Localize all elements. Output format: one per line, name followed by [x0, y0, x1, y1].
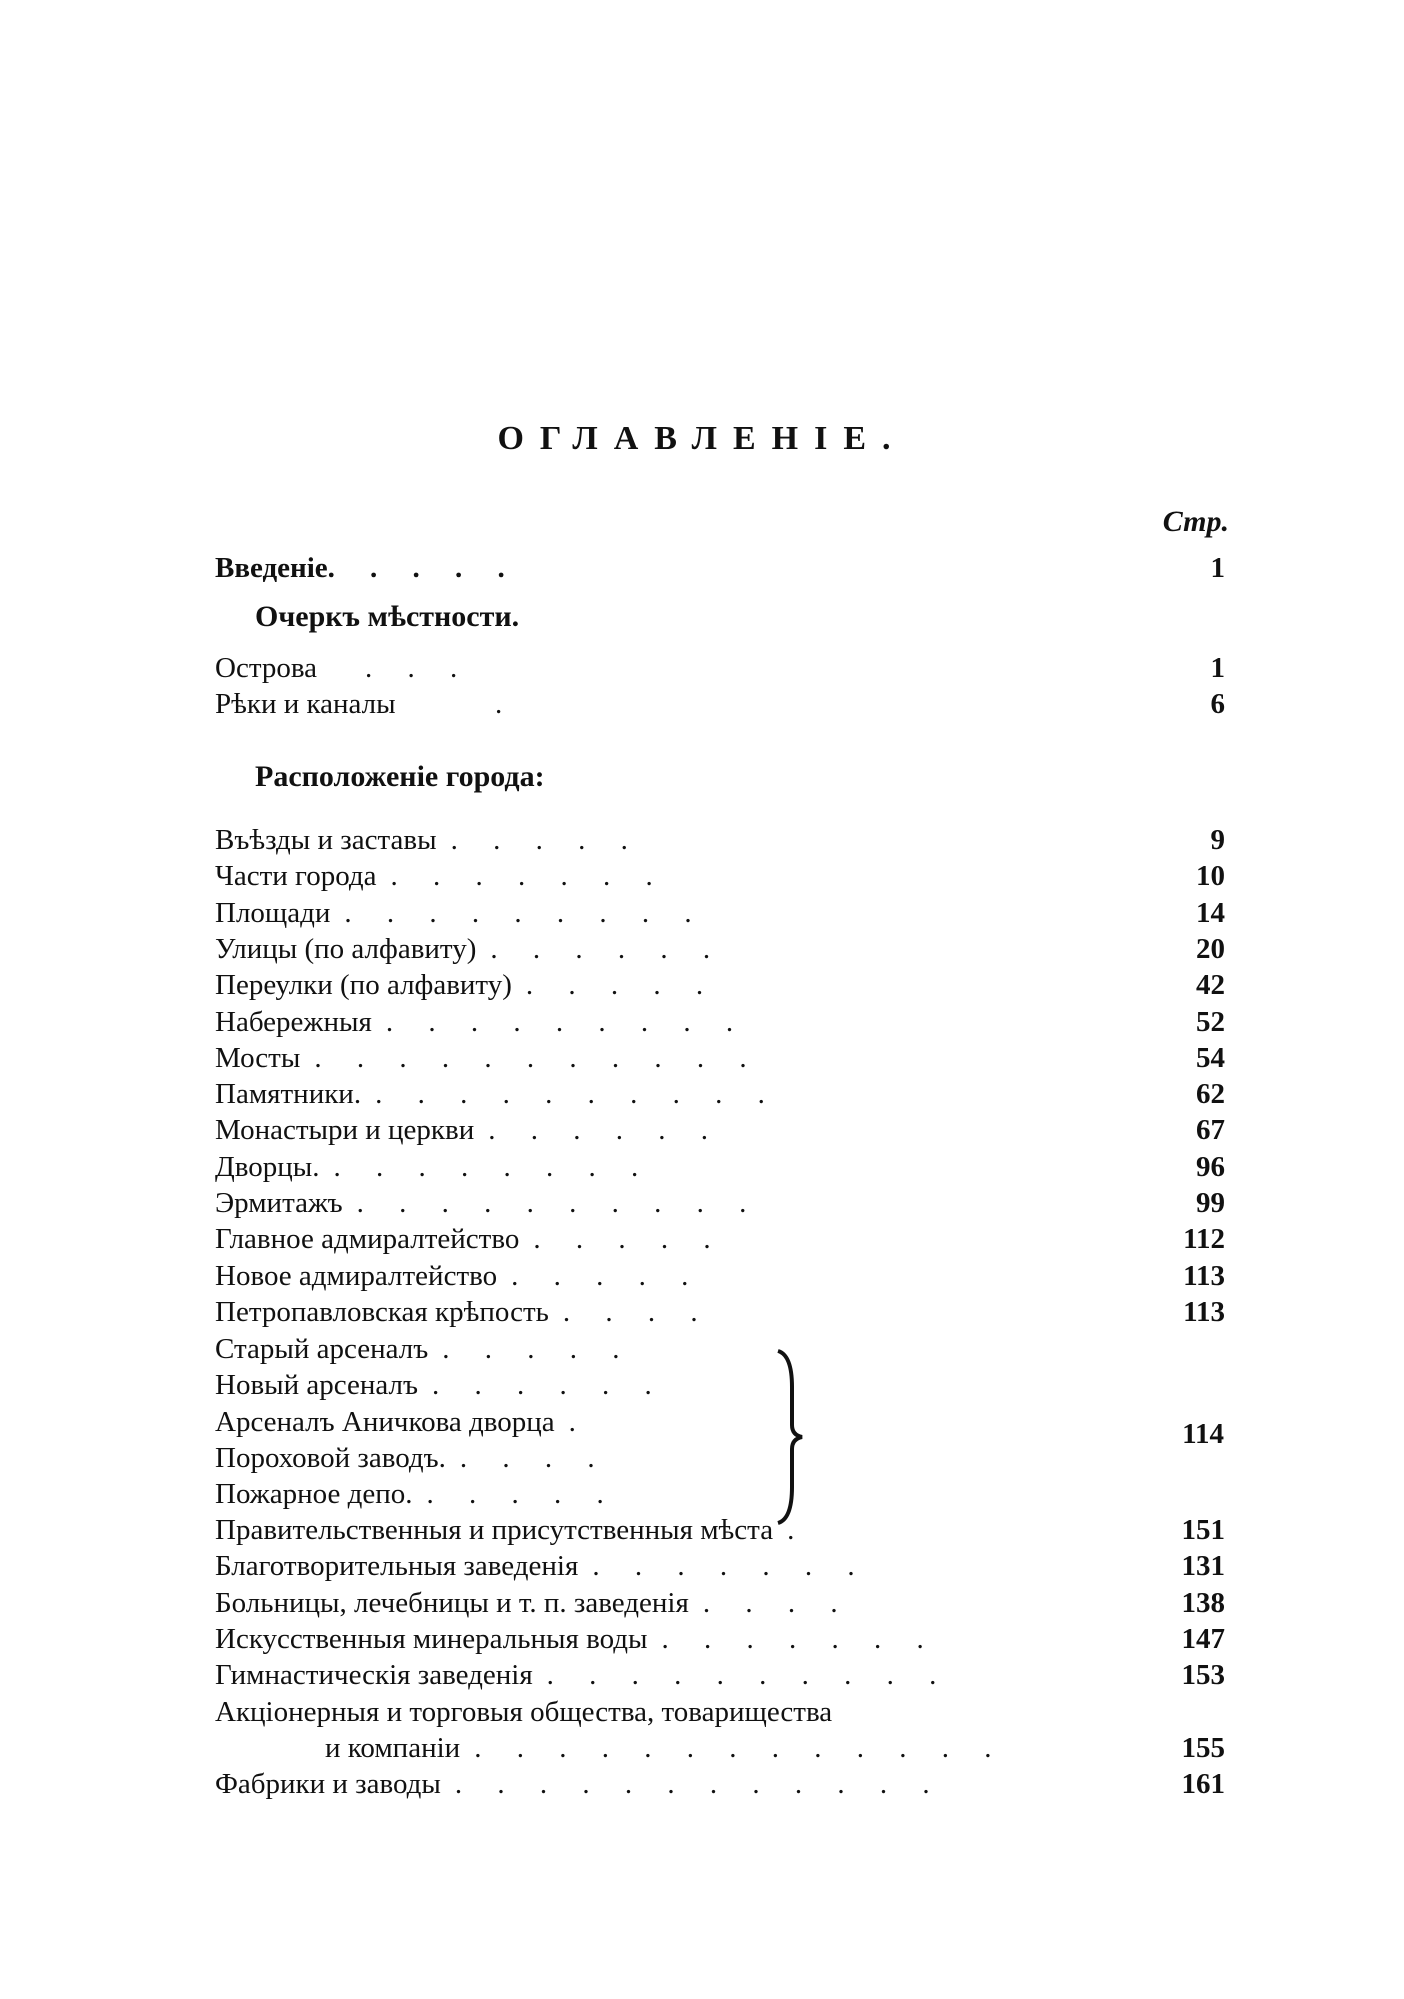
entry-label: Старый арсеналъ	[215, 1333, 429, 1365]
entry-page: 9	[1210, 824, 1225, 856]
leader-dots: . . . . .	[533, 1223, 725, 1256]
entry-label: Части города	[215, 860, 377, 893]
entry-label: Пороховой заводъ.	[215, 1441, 446, 1474]
leader-dots: . . . . .	[450, 824, 642, 856]
toc-entry	[215, 686, 1225, 722]
toc-entry	[215, 1221, 1225, 1257]
leader-dots: . . . . . .	[431, 1369, 666, 1402]
entry-label: Благотворительныя заведенія	[215, 1550, 579, 1583]
entry-label: Набережныя	[215, 1005, 372, 1038]
entry-page: 62	[1196, 1078, 1225, 1111]
toc-entry	[215, 858, 1225, 894]
page-column-label: Стр.	[1162, 505, 1229, 538]
toc-entry	[215, 895, 1225, 931]
toc-entry	[215, 1185, 1225, 1221]
entry-page: 96	[1196, 1150, 1225, 1183]
toc-entry	[215, 1621, 1225, 1657]
leader-dots: . . . . . . . . . .	[356, 1187, 761, 1219]
leader-dots: . . . . .	[511, 1259, 703, 1292]
entry-page: 155	[1181, 1731, 1225, 1764]
entry-page: 147	[1181, 1622, 1225, 1655]
toc-entry	[215, 1076, 1225, 1112]
entry-page: 1	[1210, 552, 1225, 584]
entry-page: 20	[1196, 932, 1225, 965]
entry-label: Гимнастическія заведенія	[215, 1659, 533, 1692]
leader-dots: . . . . . .	[488, 1114, 722, 1147]
toc-entry	[215, 967, 1225, 1003]
entry-label: Переулки (по алфавиту)	[215, 969, 512, 1002]
entry-label: и компаніи	[325, 1731, 461, 1764]
leader-dots: . . . .	[702, 1586, 852, 1619]
entry-page: 151	[1181, 1514, 1225, 1546]
leader-dots: . . . . . . .	[390, 860, 667, 893]
entry-label: Акціонерныя и торговыя общества, товарищества	[215, 1695, 833, 1728]
leader-dots: . . .	[365, 652, 472, 684]
leader-dots: . . . . . . . . . . . . .	[474, 1731, 1006, 1764]
toc-entry	[215, 931, 1225, 967]
leader-dots: . . . .	[459, 1441, 609, 1474]
toc-entry	[215, 1004, 1225, 1040]
leader-dots: . . . . . . .	[661, 1622, 938, 1655]
leader-dots: . . . .	[562, 1295, 712, 1328]
entry-page: 112	[1183, 1223, 1225, 1256]
entry-page: 1	[1210, 652, 1225, 684]
leader-dots: .	[787, 1514, 809, 1546]
entry-label: Площади	[215, 896, 331, 929]
toc-entry	[215, 1258, 1225, 1294]
entry-page: 6	[1210, 688, 1225, 720]
entry-page: 131	[1181, 1550, 1225, 1583]
entry-label: Острова	[215, 652, 318, 684]
entry-label: Улицы (по алфавиту)	[215, 932, 477, 965]
entry-label: Введеніе.	[215, 552, 335, 584]
entry-label: Петропавловская крѣпость	[215, 1295, 549, 1328]
toc-entry	[215, 1331, 1225, 1367]
toc-entry	[215, 1404, 1225, 1440]
leader-dots: . . . . . . . . . .	[546, 1659, 951, 1692]
leader-dots: . . . . .	[426, 1478, 618, 1511]
entry-label: Правительственныя и присутственныя мѣста	[215, 1514, 774, 1546]
toc-entry	[215, 1440, 1225, 1476]
leader-dots: . . . . . . . . . . .	[314, 1041, 761, 1074]
toc-entry	[215, 1657, 1225, 1693]
entry-page: 52	[1196, 1005, 1225, 1038]
leader-dots: . . . . . . . . . . . .	[454, 1768, 944, 1801]
leader-dots: .	[568, 1405, 590, 1438]
entry-label: Дворцы.	[215, 1150, 320, 1183]
leader-dots: . . . . . . . . . .	[375, 1078, 779, 1111]
entry-label: Мосты	[215, 1041, 301, 1074]
toc-entry	[215, 1040, 1225, 1076]
entry-page: 67	[1196, 1114, 1225, 1147]
entry-page: 42	[1196, 969, 1225, 1002]
entry-label: Искусственныя минеральныя воды	[215, 1622, 648, 1655]
entry-page: 14	[1196, 896, 1225, 929]
toc-entry	[215, 1512, 1225, 1548]
leader-dots: . . . . . . . . .	[344, 896, 706, 929]
toc-entry	[215, 1112, 1225, 1148]
toc-entry	[215, 1149, 1225, 1185]
entry-label: Новое адмиралтейство	[215, 1259, 498, 1292]
entry-label: Больницы, лечебницы и т. п. заведенія	[215, 1586, 689, 1619]
toc-entry	[215, 1476, 1225, 1512]
toc-entry	[215, 1367, 1225, 1403]
entry-label: Фабрики и заводы	[215, 1768, 441, 1801]
entry-label: Монастыри и церкви	[215, 1114, 475, 1147]
entry-page: 99	[1196, 1187, 1225, 1219]
section-heading: Расположеніе города:	[255, 760, 545, 793]
leader-dots: . . . .	[370, 552, 519, 584]
entry-label: Новый арсеналъ	[215, 1369, 418, 1402]
toc-entry	[215, 822, 1225, 858]
entry-label: Памятники.	[215, 1078, 362, 1111]
entry-page: 54	[1196, 1041, 1225, 1074]
toc-entry	[215, 1694, 1225, 1730]
toc-entry	[215, 1548, 1225, 1584]
entry-label: Рѣки и каналы	[215, 688, 396, 720]
leader-dots: . . . . . .	[490, 932, 725, 965]
leader-dots: . . . . . . . .	[333, 1150, 653, 1183]
entry-label: Эрмитажъ	[215, 1187, 343, 1219]
toc-entry	[215, 1585, 1225, 1621]
toc-entry	[215, 1294, 1225, 1330]
toc-entry	[325, 1730, 1225, 1766]
page-title: ОГЛАВЛЕНІЕ.	[497, 420, 907, 457]
entry-label: Главное адмиралтейство	[215, 1223, 520, 1256]
toc-entry	[215, 1766, 1225, 1802]
entry-page: 138	[1181, 1586, 1225, 1619]
entry-label: Въѣзды и заставы	[215, 824, 437, 856]
leader-dots: .	[495, 688, 517, 720]
entry-page: 153	[1181, 1659, 1225, 1692]
entry-page: 113	[1183, 1259, 1225, 1292]
entry-page: 113	[1183, 1295, 1225, 1328]
entry-page: 161	[1181, 1768, 1225, 1801]
leader-dots: . . . . .	[525, 969, 718, 1002]
entry-page: 10	[1196, 860, 1225, 893]
entry-label: Пожарное депо.	[215, 1478, 413, 1511]
section-heading: Очеркъ мѣстности.	[255, 600, 520, 633]
brace-page: 114	[1182, 1418, 1224, 1450]
entry-label: Арсеналъ Аничкова дворца	[215, 1405, 555, 1438]
leader-dots: . . . . .	[442, 1333, 634, 1365]
toc-entry-intro	[215, 550, 1225, 586]
leader-dots: . . . . . . .	[592, 1550, 869, 1583]
leader-dots: . . . . . . . . .	[385, 1005, 748, 1038]
toc-entry	[215, 650, 1225, 686]
